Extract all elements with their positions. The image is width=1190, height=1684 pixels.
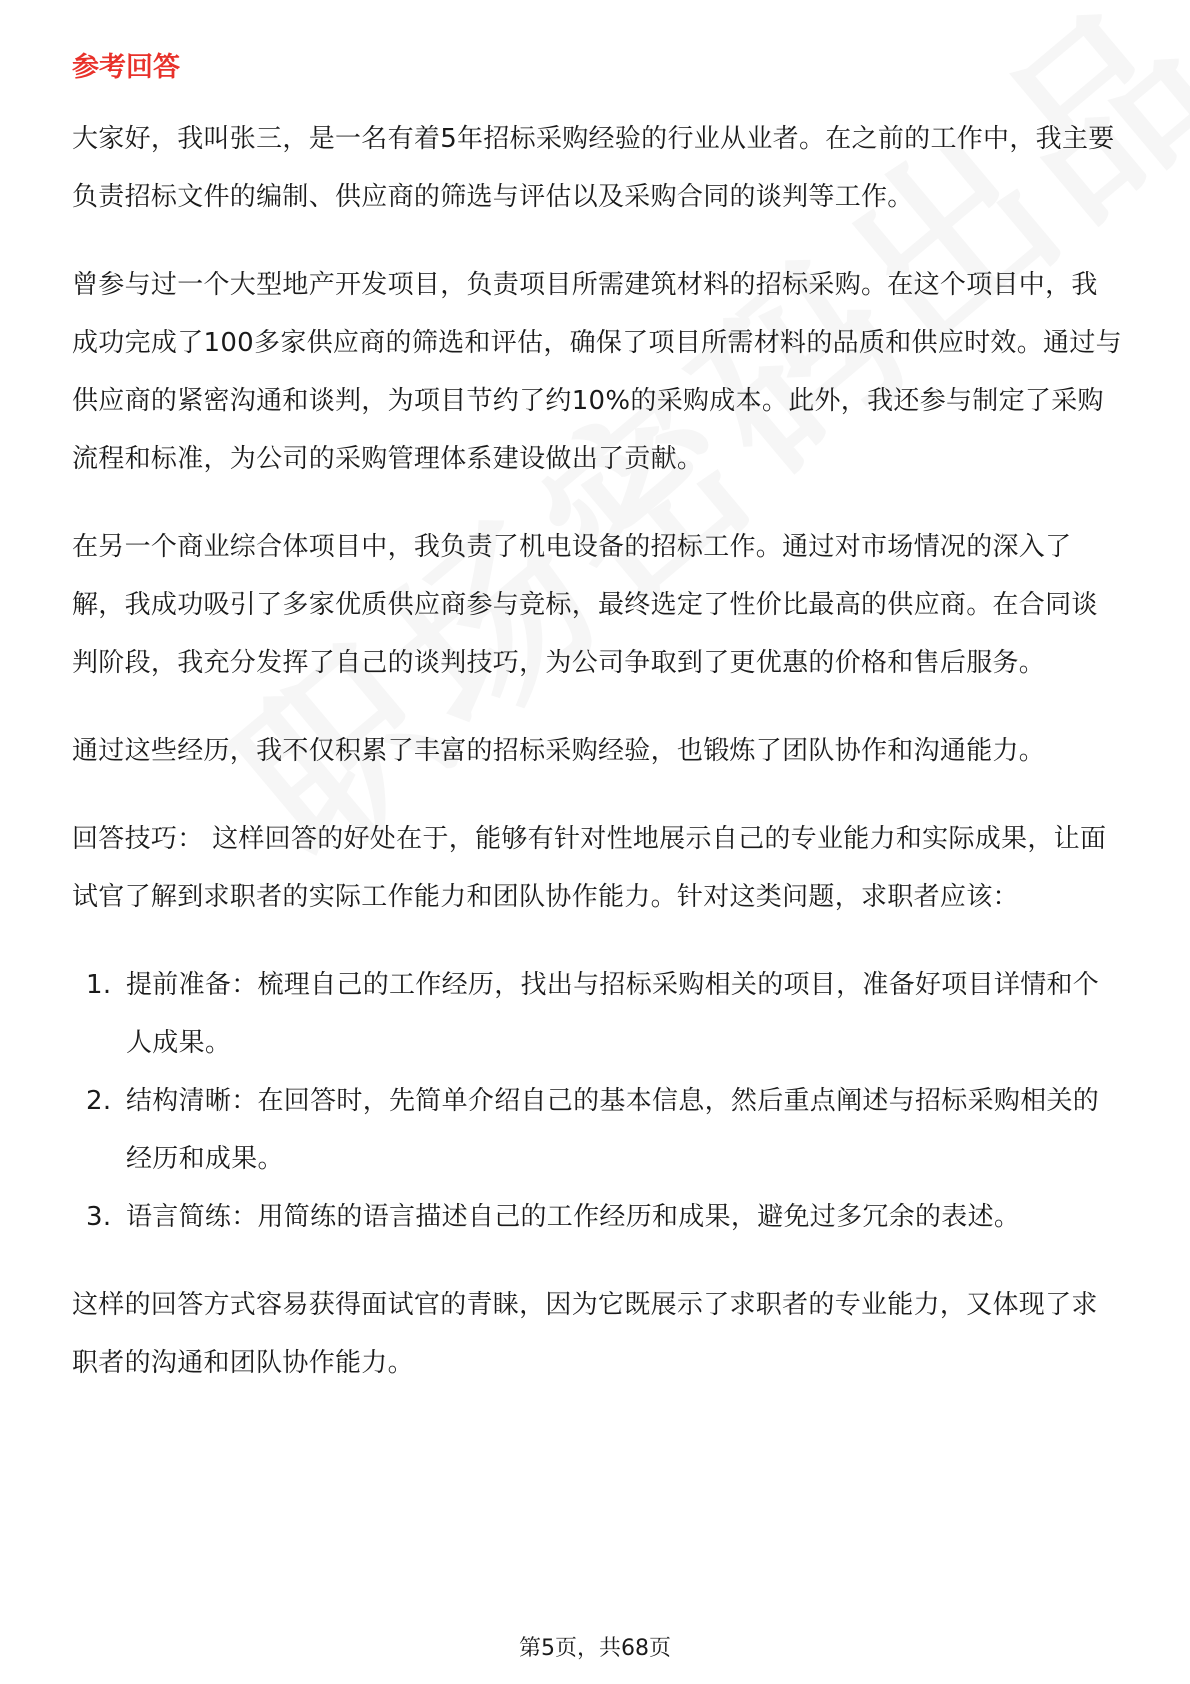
paragraph-project-one: 曾参与过一个大型地产开发项目，负责项目所需建筑材料的招标采购。在这个项目中，我成功完成了100多家供应商的筛选和评估，确保了项目所需材料的品质和供应时效。通过与供应商的紧密沟通和谈判，为项目节约了约10%的采购成本。此外，我还参与制定了采购流程和标准，为公司的采购管理体系建设做出了贡献。: [72, 270, 1122, 474]
paragraph-summary: 通过这些经历，我不仅积累了丰富的招标采购经验，也锻炼了团队协作和沟通能力。: [72, 736, 1046, 766]
list-item: [72, 956, 1122, 1072]
list-number: 2.: [86, 1086, 112, 1116]
list-text: 提前准备：梳理自己的工作经历，找出与招标采购相关的项目，准备好项目详情和个人成果。: [126, 970, 1100, 1058]
section-heading: 参考回答: [72, 52, 180, 83]
content-area: [72, 48, 1122, 1422]
page-number-footer: 第5页，共68页: [519, 1636, 671, 1661]
paragraph-intro: 大家好，我叫张三，是一名有着5年招标采购经验的行业从业者。在之前的工作中，我主要负责招标文件的编制、供应商的筛选与评估以及采购合同的谈判等工作。: [72, 124, 1115, 212]
list-text: 结构清晰：在回答时，先简单介绍自己的基本信息，然后重点阐述与招标采购相关的经历和成果。: [126, 1086, 1100, 1174]
tips-list: [72, 956, 1122, 1246]
list-item: [72, 1072, 1122, 1188]
list-number: 3.: [86, 1202, 112, 1232]
paragraph-project-two: 在另一个商业综合体项目中，我负责了机电设备的招标工作。通过对市场情况的深入了解，我成功吸引了多家优质供应商参与竞标，最终选定了性价比最高的供应商。在合同谈判阶段，我充分发挥了自己的谈判技巧，为公司争取到了更优惠的价格和售后服务。: [72, 532, 1098, 678]
list-number: 1.: [86, 970, 112, 1000]
list-text: 语言简练：用简练的语言描述自己的工作经历和成果，避免过多冗余的表述。: [126, 1202, 1021, 1232]
list-item: [72, 1188, 1122, 1246]
paragraph-answer-tips: 回答技巧： 这样回答的好处在于，能够有针对性地展示自己的专业能力和实际成果，让面试官了解到求职者的实际工作能力和团队协作能力。针对这类问题，求职者应该：: [72, 824, 1107, 912]
paragraph-closing: 这样的回答方式容易获得面试官的青睐，因为它既展示了求职者的专业能力，又体现了求职者的沟通和团队协作能力。: [72, 1290, 1098, 1378]
